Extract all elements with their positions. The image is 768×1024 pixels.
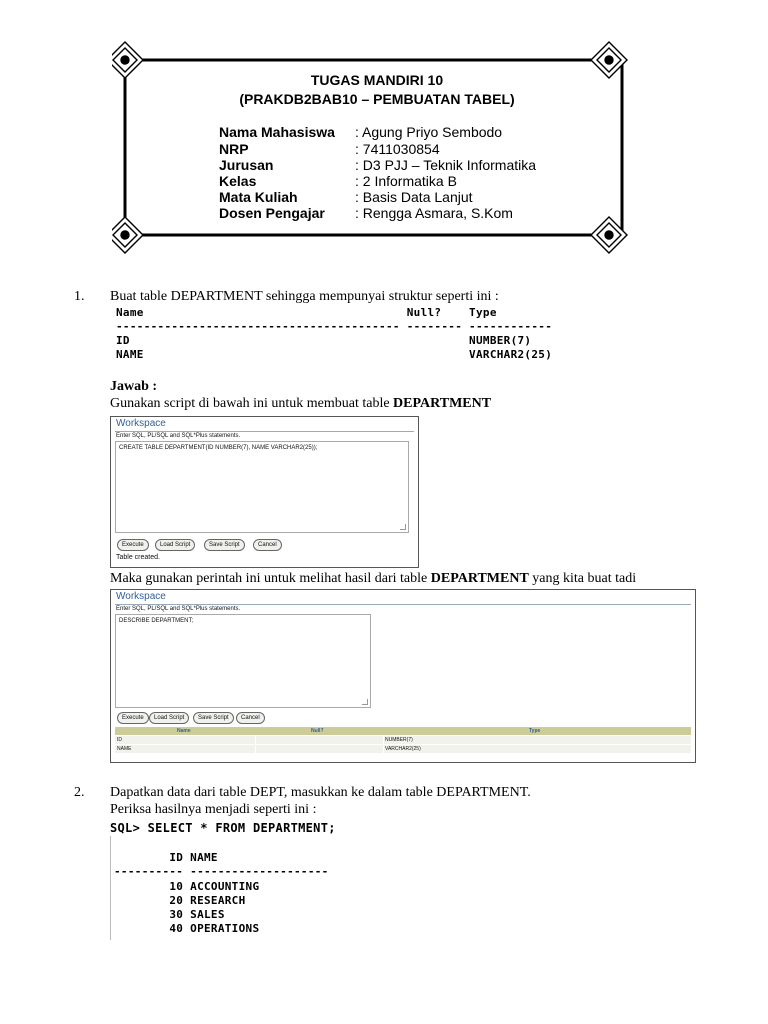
answer-line-1 [110, 396, 491, 412]
result-row: 20 RESEARCH [114, 894, 246, 907]
sql-text: CREATE TABLE DEPARTMENT(ID NUMBER(7), NAME VARCHAR2(25)); [119, 445, 318, 451]
info-value: : Rengga Asmara, S.Kom [355, 205, 513, 221]
result-header: ID NAME [114, 851, 218, 864]
sql-text: DESCRIBE DEPARTMENT; [119, 618, 194, 624]
question-number: 2. [74, 785, 85, 800]
struct-divider: ----------------------------------------- -------- ------------ [116, 320, 553, 333]
assignment-title: TUGAS MANDIRI 10 [310, 72, 444, 88]
workspace-title: Workspace [116, 418, 166, 429]
describe-result-table [115, 727, 691, 757]
result-divider: ---------- -------------------- [114, 865, 329, 878]
resize-handle-icon[interactable] [400, 524, 406, 530]
info-label: Kelas [219, 173, 257, 189]
workspace-instruction: Enter SQL, PL/SQL and SQL*Plus statements. [116, 606, 241, 612]
question-text: Periksa hasilnya menjadi seperti ini : [110, 802, 317, 817]
resize-handle-icon[interactable] [362, 699, 368, 705]
cell-type: VARCHAR2(25) [385, 746, 421, 752]
table-row [115, 735, 691, 744]
load-script-button[interactable]: Load Script [149, 712, 189, 724]
answer-table-name: DEPARTMENT [393, 396, 492, 411]
cell-type: NUMBER(7) [385, 737, 413, 743]
column-header-null: Null? [311, 728, 324, 734]
sql-command: SQL> SELECT * FROM DEPARTMENT; [110, 821, 336, 835]
info-label: Dosen Pengajar [219, 205, 325, 221]
workspace-panel-create [110, 416, 419, 568]
sql-textarea[interactable] [115, 441, 409, 533]
divider [115, 604, 691, 605]
table-header-row [115, 727, 691, 735]
answer-text: Maka gunakan perintah ini untuk melihat hasil dari table [110, 571, 431, 586]
cell-name: ID [117, 737, 122, 743]
struct-row: ID NUMBER(7) [116, 334, 532, 347]
answer-heading: Jawab : [110, 379, 158, 394]
result-row: 10 ACCOUNTING [114, 880, 260, 893]
result-row: 30 SALES [114, 908, 225, 921]
info-value: : Agung Priyo Sembodo [355, 124, 503, 140]
execute-button[interactable]: Execute [117, 712, 149, 724]
info-value: : Basis Data Lanjut [355, 189, 473, 205]
struct-row: NAME VARCHAR2(25) [116, 348, 553, 361]
corner-ornament-bottom-left-icon [112, 217, 143, 253]
execute-button[interactable]: Execute [117, 539, 149, 551]
info-label: NRP [219, 141, 249, 157]
workspace-panel-describe [110, 589, 696, 763]
result-row: 40 OPERATIONS [114, 922, 260, 935]
workspace-title: Workspace [116, 591, 166, 602]
answer-text: yang kita buat tadi [528, 571, 637, 586]
column-header-name: Name [177, 728, 191, 734]
answer-table-name: DEPARTMENT [430, 571, 529, 586]
info-label: Nama Mahasiswa [219, 124, 335, 140]
cancel-button[interactable]: Cancel [236, 712, 265, 724]
save-script-button[interactable]: Save Script [193, 712, 234, 724]
question-text: Buat table DEPARTMENT sehingga mempunyai struktur seperti ini : [110, 289, 499, 304]
info-value: : 7411030854 [355, 141, 440, 157]
cancel-button[interactable]: Cancel [253, 539, 282, 551]
question-number: 1. [74, 289, 85, 304]
answer-text: Gunakan script di bawah ini untuk membuat table [110, 396, 394, 411]
struct-header: Name Null? Type [116, 306, 497, 319]
cell-name: NAME [117, 746, 132, 752]
answer-line-2 [110, 571, 636, 587]
info-label: Mata Kuliah [219, 189, 298, 205]
sql-textarea[interactable] [115, 614, 371, 708]
workspace-instruction: Enter SQL, PL/SQL and SQL*Plus statements. [116, 433, 241, 439]
assignment-subtitle: (PRAKDB2BAB10 – PEMBUATAN TABEL) [239, 91, 515, 107]
code-block-border [110, 836, 111, 940]
save-script-button[interactable]: Save Script [204, 539, 245, 551]
question-text: Dapatkan data dari table DEPT, masukkan ke dalam table DEPARTMENT. [110, 785, 531, 800]
column-header-type: Type [529, 728, 541, 734]
status-message: Table created. [116, 554, 160, 561]
load-script-button[interactable]: Load Script [155, 539, 195, 551]
table-row [115, 744, 691, 753]
info-value: : D3 PJJ – Teknik Informatika [355, 157, 537, 173]
info-value: : 2 Informatika B [355, 173, 457, 189]
divider [115, 431, 414, 432]
info-label: Jurusan [219, 157, 274, 173]
